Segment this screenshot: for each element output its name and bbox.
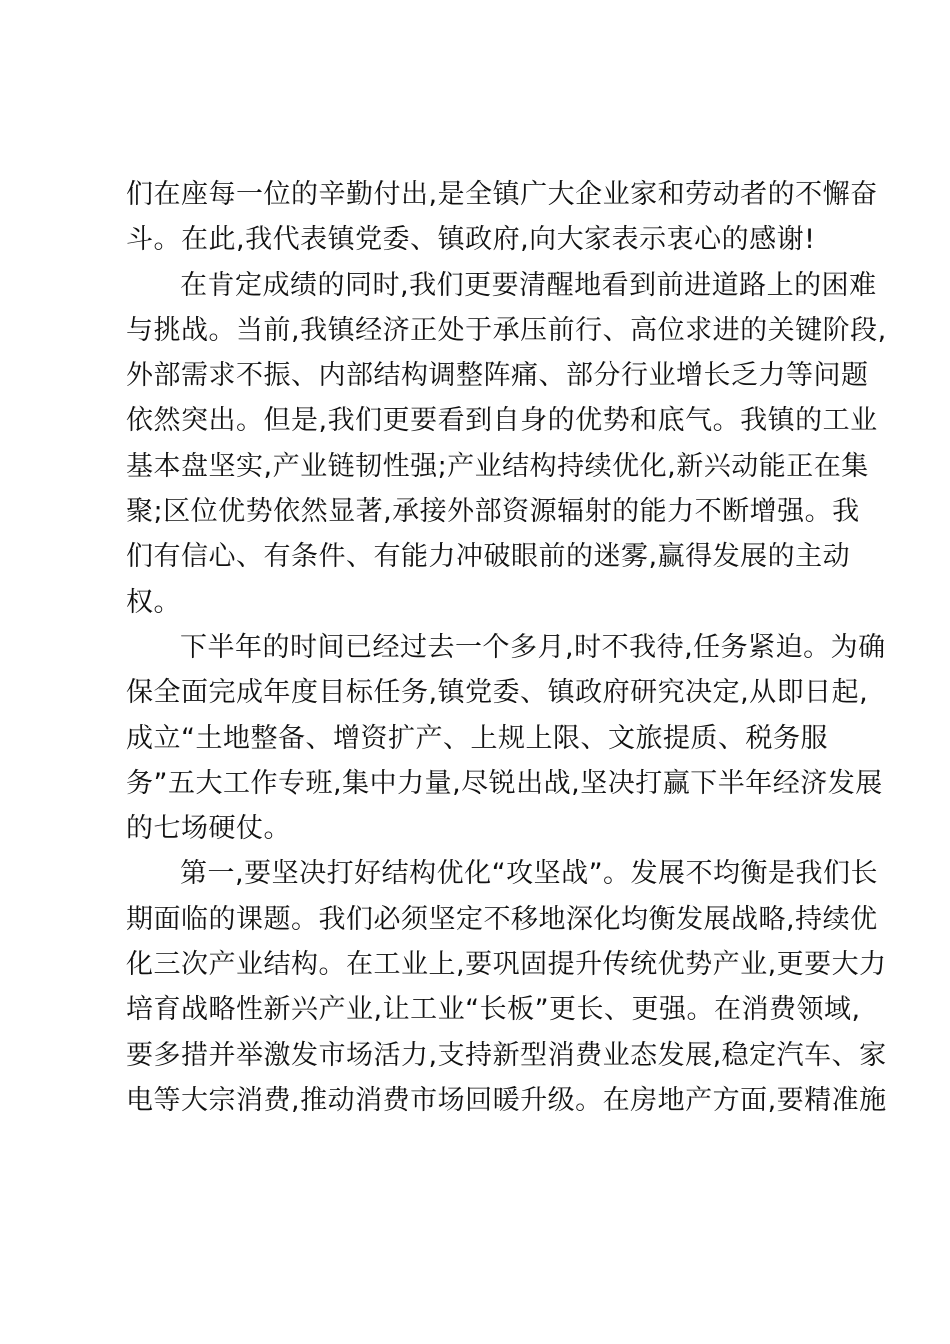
text-line: 们有信心、有条件、有能力冲破眼前的迷雾,赢得发展的主动 [126, 541, 851, 573]
text-line: 权。 [126, 586, 181, 618]
text-line: 要多措并举激发市场活力,支持新型消费业态发展,稳定汽车、家 [126, 1039, 887, 1071]
text-line: 聚;区位优势依然显著,承接外部资源辐射的能力不断增强。我 [126, 496, 860, 528]
text-line: 们在座每一位的辛勤付出,是全镇广大企业家和劳动者的不懈奋 [126, 179, 878, 210]
text-line: 期面临的课题。我们必须坚定不移地深化均衡发展战略,持续优 [126, 903, 878, 935]
text-line: 培育战略性新兴产业,让工业“长板”更长、更强。在消费领域, [126, 994, 861, 1026]
text-line: 的七场硬仗。 [126, 813, 291, 845]
paragraph-start-line: 在肯定成绩的同时,我们更要清醒地看到前进道路上的困难 [180, 269, 877, 301]
text-line: 斗。在此,我代表镇党委、镇政府,向大家表示衷心的感谢! [126, 224, 816, 256]
text-line: 外部需求不振、内部结构调整阵痛、部分行业增长乏力等问题 [126, 360, 869, 392]
text-line: 务”五大工作专班,集中力量,尽锐出战,坚决打赢下半年经济发展 [126, 767, 883, 799]
paragraph-start-line: 第一,要坚决打好结构优化“攻坚战”。发展不均衡是我们长 [180, 858, 879, 890]
text-line: 成立“土地整备、增资扩产、上规上限、文旅提质、税务服 [126, 722, 828, 754]
text-line: 电等大宗消费,推动消费市场回暖升级。在房地产方面,要精准施 [126, 1084, 887, 1116]
text-line: 化三次产业结构。在工业上,要巩固提升传统优势产业,更要大力 [126, 949, 887, 981]
text-line: 与挑战。当前,我镇经济正处于承压前行、高位求进的关键阶段, [126, 314, 887, 346]
body-text [126, 172, 887, 1123]
text-line: 保全面完成年度目标任务,镇党委、镇政府研究决定,从即日起, [126, 677, 869, 709]
paragraph-start-line: 下半年的时间已经过去一个多月,时不我待,任务紧迫。为确 [180, 631, 886, 663]
text-line: 依然突出。但是,我们更要看到自身的优势和底气。我镇的工业 [126, 405, 878, 437]
text-line: 基本盘坚实,产业链韧性强;产业结构持续优化,新兴动能正在集 [126, 450, 869, 482]
